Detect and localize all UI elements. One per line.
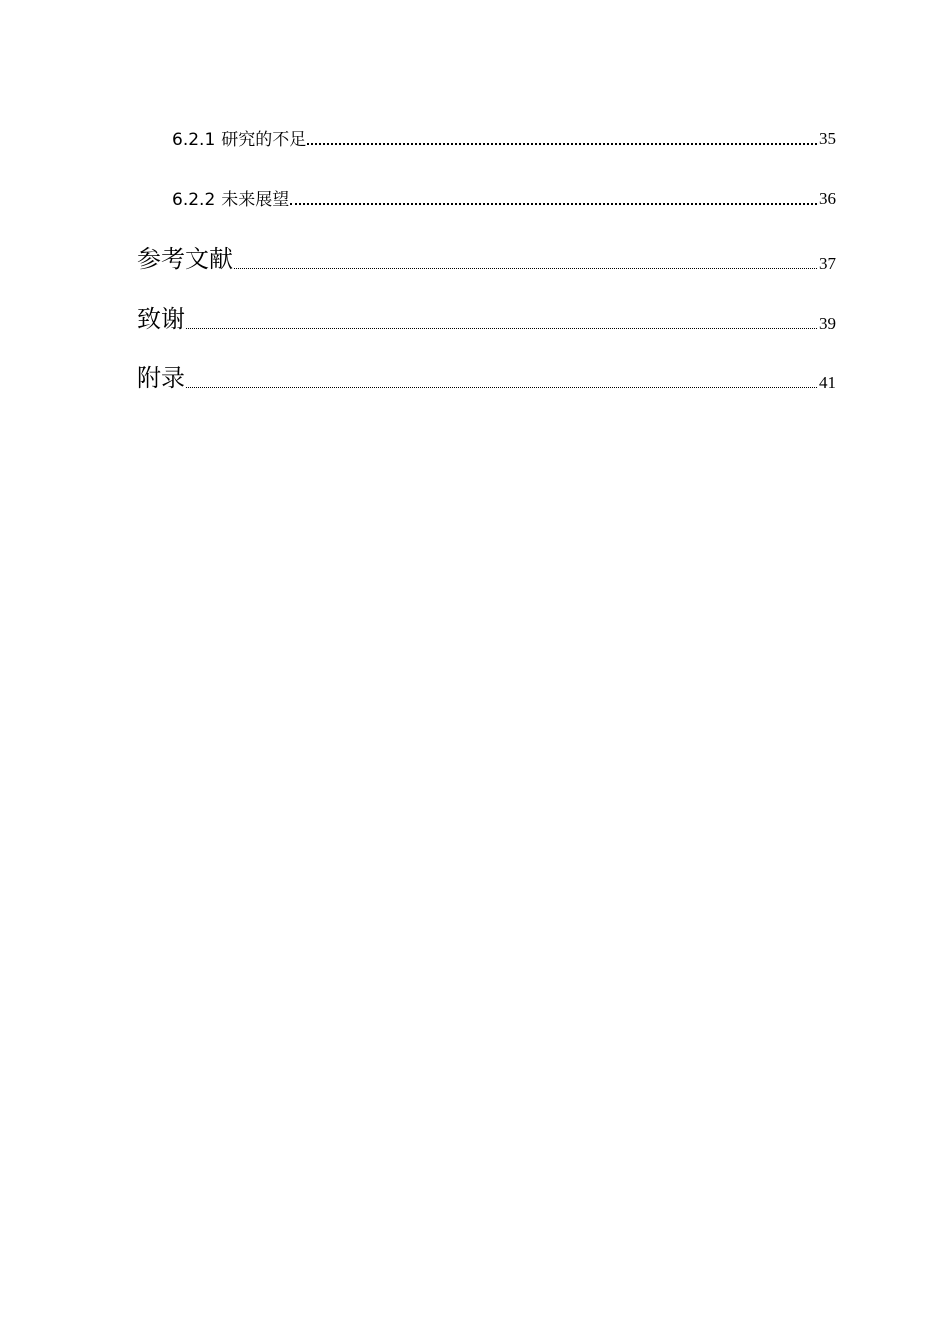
chapter-title: 附录 [137,364,185,392]
toc-entry-6-2-1[interactable] [172,126,836,150]
section-number: 6.2.1 [172,130,216,150]
toc-entry-appendix[interactable] [137,362,836,394]
chapter-title: 参考文献 [137,245,233,273]
dot-leader [307,143,817,145]
dot-leader [234,268,817,269]
page-number: 39 [819,314,836,333]
page-number: 35 [819,129,836,148]
toc-entry-6-2-2[interactable] [172,186,836,210]
chapter-title: 致谢 [137,305,185,333]
page-number: 41 [819,373,836,392]
section-title: 研究的不足 [221,130,307,150]
page-number: 36 [819,189,836,208]
dot-leader [290,203,817,205]
page-number: 37 [819,254,836,273]
section-number: 6.2.2 [172,190,216,210]
toc-entry-acknowledgements[interactable] [137,303,836,335]
section-title: 未来展望 [221,190,290,210]
toc-entry-references[interactable] [137,243,836,275]
dot-leader [186,328,817,329]
dot-leader [186,387,817,388]
